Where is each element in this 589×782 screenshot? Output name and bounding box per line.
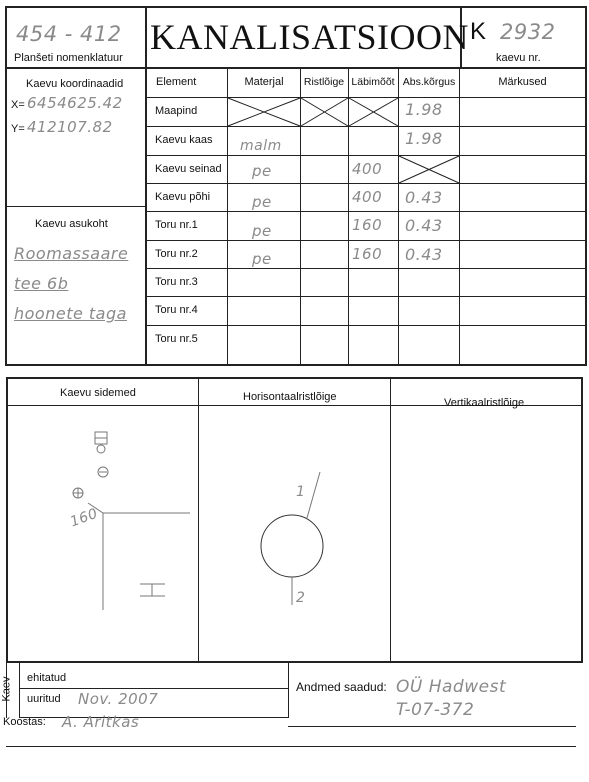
row-material: pe: [252, 250, 272, 268]
x-label: X=: [11, 99, 25, 111]
pipe-2-label: 2: [296, 590, 306, 606]
sheet-number: 454 - 412: [16, 22, 122, 46]
row-diameter: 160: [352, 216, 383, 234]
x-value: 6454625.42: [27, 94, 123, 112]
y-label: Y=: [11, 123, 25, 135]
data-source-value-1: OÜ Hadwest: [396, 677, 507, 697]
row-element: Maapind: [155, 105, 198, 117]
kaev-label: Kaev: [0, 676, 13, 702]
col-remarks: Märkused: [498, 76, 547, 88]
row-element: Toru nr.5: [155, 333, 198, 345]
col-cross-section: Ristlõige: [303, 76, 345, 88]
location-line-1: Roomassaare: [14, 244, 129, 263]
k-letter: K: [470, 18, 487, 45]
horizontal-section-heading: Horisontaalristlõige: [243, 391, 337, 403]
col-abs-height: Abs.kõrgus: [402, 76, 456, 88]
well-number-label: kaevu nr.: [496, 52, 541, 64]
row-abs: 1.98: [405, 129, 443, 148]
row-abs: 1.98: [405, 100, 443, 119]
surveyed-value: Nov. 2007: [78, 690, 159, 708]
location-heading: Kaevu asukoht: [35, 218, 108, 230]
row-diameter: 160: [352, 245, 383, 263]
y-value: 412107.82: [27, 118, 113, 136]
col-material: Materjal: [244, 76, 284, 88]
author-label: Koostas:: [3, 716, 46, 728]
row-material: malm: [240, 138, 282, 154]
row-element: Kaevu seinad: [155, 163, 222, 175]
pipe-1-label: 1: [296, 484, 306, 500]
row-element: Toru nr.1: [155, 219, 198, 231]
well-number: 2932: [500, 20, 556, 44]
col-diameter: Läbimõõt: [351, 76, 395, 88]
row-diameter: 400: [352, 188, 383, 206]
row-element: Toru nr.3: [155, 276, 198, 288]
author-value: A. Aritkas: [62, 713, 140, 731]
row-abs: 0.43: [405, 245, 443, 264]
sketch-label: 160: [68, 505, 101, 531]
col-element: Element: [156, 76, 197, 88]
row-element: Toru nr.2: [155, 248, 198, 260]
row-element: Kaevu kaas: [155, 134, 213, 146]
surveyed-label: uuritud: [27, 693, 61, 705]
well-connections-heading: Kaevu sidemed: [60, 387, 136, 399]
row-abs: 0.43: [405, 216, 443, 235]
location-line-2: tee 6b: [14, 274, 69, 293]
row-element: Kaevu põhi: [155, 191, 211, 203]
row-diameter: 400: [352, 160, 383, 178]
page-title: KANALISATSIOON: [150, 17, 469, 57]
coordinates-heading: Kaevu koordinaadid: [26, 78, 124, 90]
row-material: pe: [252, 222, 272, 240]
row-material: pe: [252, 193, 272, 211]
location-line-3: hoonete taga: [14, 304, 127, 323]
row-abs: 0.43: [405, 188, 443, 207]
vertical-section-heading: Vertikaalristlõige: [444, 397, 525, 409]
sheet-label: Planšeti nomenklatuur: [14, 52, 123, 64]
data-source-label: Andmed saadud:: [296, 680, 387, 694]
built-label: ehitatud: [27, 672, 67, 684]
data-source-value-2: T-07-372: [396, 700, 475, 720]
row-element: Toru nr.4: [155, 304, 198, 316]
row-material: pe: [252, 162, 272, 180]
